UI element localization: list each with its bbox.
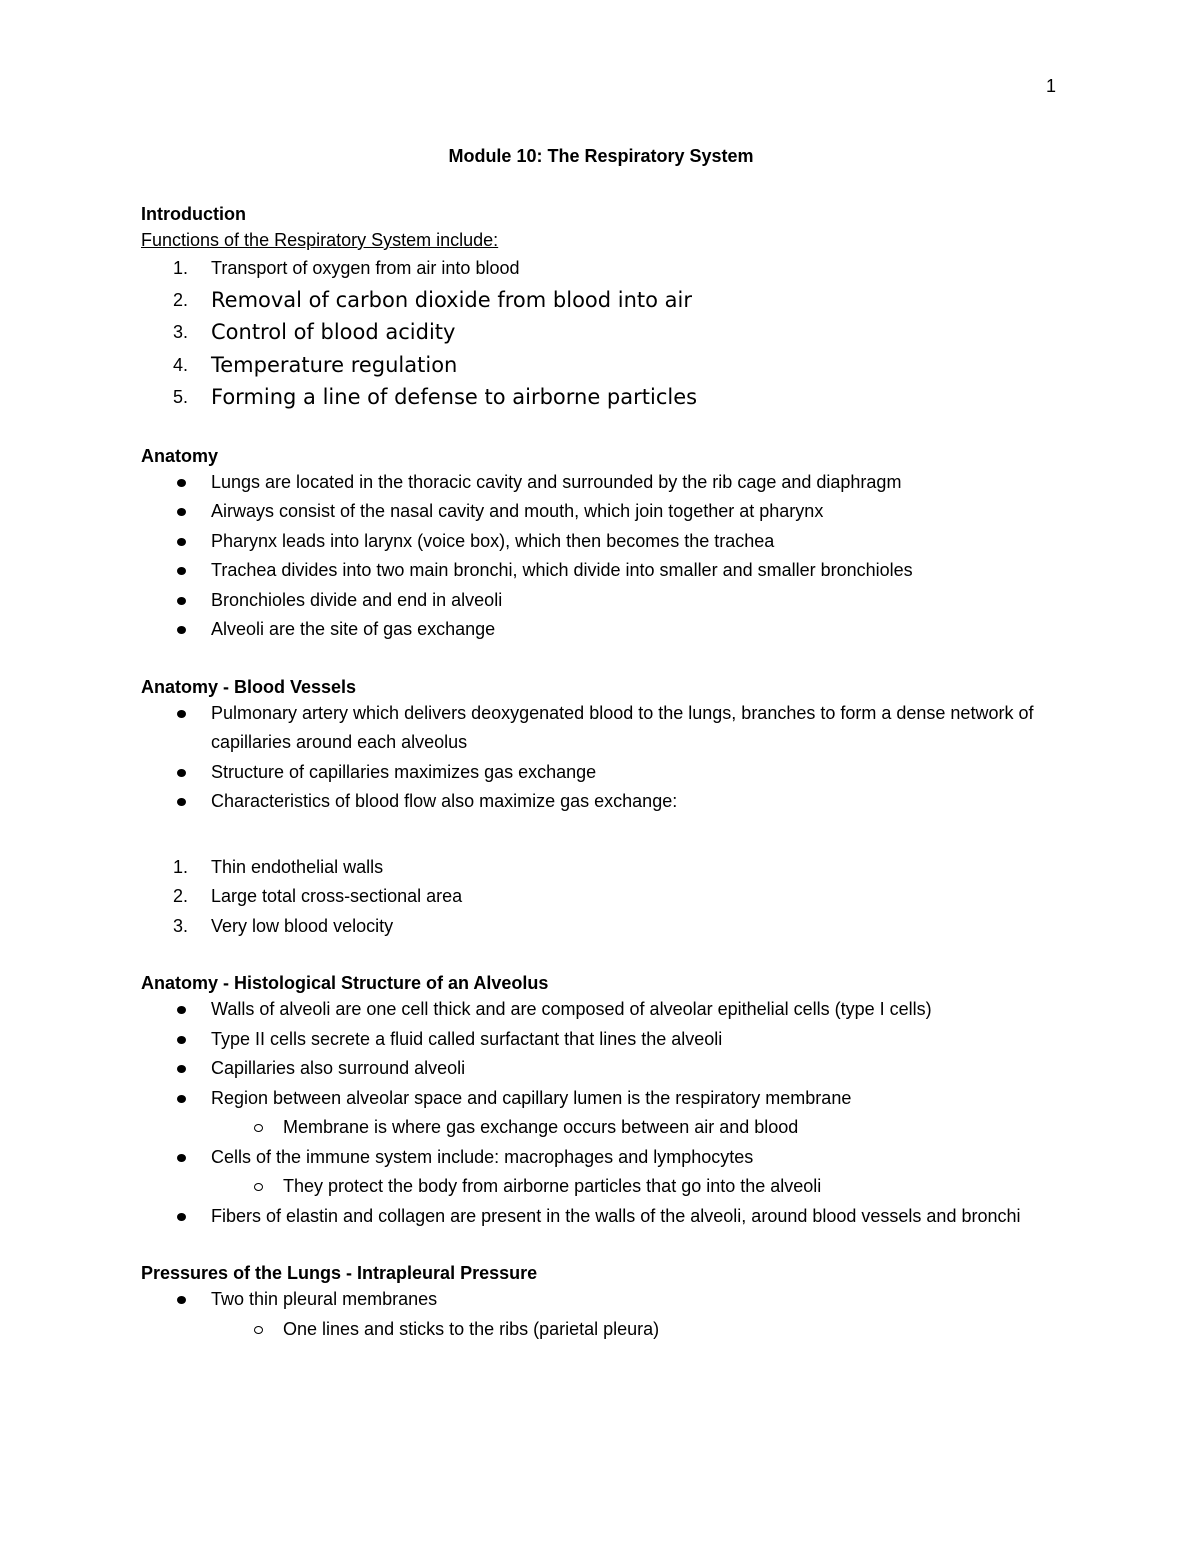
list-item-text: Very low blood velocity (211, 915, 394, 936)
list-item-text: Transport of oxygen from air into blood (211, 258, 520, 278)
list-item-text: Structure of capillaries maximizes gas exchange (211, 761, 597, 782)
anatomy-list (141, 468, 1061, 645)
list-item-text: Forming a line of defense to airborne particles (211, 385, 698, 409)
functions-list-large (141, 284, 1061, 414)
bullet-icon (177, 479, 186, 487)
functions-list (141, 254, 1061, 284)
bullet-icon (177, 1095, 186, 1103)
list-item (141, 787, 1061, 817)
list-item-text: Temperature regulation (211, 352, 458, 377)
list-item (141, 556, 1061, 586)
list-number: 2. (173, 289, 189, 310)
list-number: 5. (173, 387, 189, 407)
list-number: 1. (173, 856, 189, 877)
list-item (141, 1143, 1061, 1173)
sub-list-item (141, 1113, 1061, 1143)
list-number: 2. (173, 886, 189, 906)
circle-bullet-icon (254, 1183, 263, 1191)
list-number: 4. (173, 354, 189, 375)
histology-heading: Anatomy - Histological Structure of an Alveolus (141, 973, 549, 993)
list-item-text: Walls of alveoli are one cell thick and are composed of alveolar epithelial cells (type I cells) (211, 999, 932, 1019)
pressures-sublist (141, 1315, 1061, 1345)
page-number: 1 (1046, 76, 1057, 96)
bullet-icon (177, 710, 186, 718)
histology-list (141, 1202, 1061, 1232)
list-item (141, 1202, 1061, 1232)
list-item (141, 882, 1061, 912)
bullet-icon (177, 1036, 186, 1044)
bullet-icon (177, 1065, 186, 1073)
list-item-text: Trachea divides into two main bronchi, which divide into smaller and smaller bronchioles (211, 560, 913, 580)
pressures-list (141, 1285, 1061, 1315)
list-item (141, 381, 1061, 414)
list-item (141, 1285, 1061, 1315)
page-title: Module 10: The Respiratory System (448, 146, 754, 166)
list-item (141, 615, 1061, 645)
list-item-text: Characteristics of blood flow also maximize gas exchange: (211, 791, 678, 811)
circle-bullet-icon (254, 1124, 263, 1132)
list-item (141, 316, 1061, 349)
list-item (141, 527, 1061, 557)
histology-list (141, 1143, 1061, 1173)
anatomy-heading: Anatomy (141, 445, 219, 466)
list-item-text: Two thin pleural membranes (211, 1289, 438, 1309)
histology-sublist (141, 1113, 1061, 1143)
list-item-text: Large total cross-sectional area (211, 886, 463, 906)
list-number: 3. (173, 322, 189, 342)
bullet-icon (177, 508, 186, 516)
list-item (141, 995, 1061, 1025)
list-item (141, 284, 1061, 317)
list-item-text: Membrane is where gas exchange occurs between air and blood (283, 1117, 799, 1137)
list-item (141, 1025, 1061, 1055)
bullet-icon (177, 769, 186, 777)
list-item-text: Thin endothelial walls (211, 856, 384, 877)
bullet-icon (177, 798, 186, 806)
list-item (141, 468, 1061, 498)
list-item (141, 497, 1061, 527)
sub-list-item (141, 1172, 1061, 1202)
intro-subheading: Functions of the Respiratory System include: (141, 230, 499, 250)
bullet-icon (177, 1154, 186, 1162)
list-item-text: Region between alveolar space and capillary lumen is the respiratory membrane (211, 1087, 852, 1108)
list-item-text: Capillaries also surround alveoli (211, 1058, 466, 1078)
list-item-text: Cells of the immune system include: macrophages and lymphocytes (211, 1146, 754, 1167)
list-item (141, 1054, 1061, 1084)
bullet-icon (177, 538, 186, 546)
list-item-text: Type II cells secrete a fluid called surfactant that lines the alveoli (211, 1028, 723, 1049)
list-item-text: Fibers of elastin and collagen are present in the walls of the alveoli, around blood vessels and bronchi (211, 1205, 1021, 1226)
histology-list (141, 995, 1061, 1113)
sub-list-item (141, 1315, 1061, 1345)
list-item-text: Lungs are located in the thoracic cavity and surrounded by the rib cage and diaphragm (211, 471, 902, 492)
list-item (141, 699, 1061, 758)
bullet-icon (177, 1296, 186, 1304)
list-item (141, 758, 1061, 788)
list-item-text: Bronchioles divide and end in alveoli (211, 589, 503, 610)
list-item-text: Control of blood acidity (211, 320, 456, 344)
bullet-icon (177, 567, 186, 575)
pressures-heading: Pressures of the Lungs - Intrapleural Pressure (141, 1263, 538, 1283)
list-item-text: Pharynx leads into larynx (voice box), which then becomes the trachea (211, 530, 775, 551)
blood-vessels-list (141, 699, 1061, 817)
list-item (141, 254, 1061, 284)
list-item-text: Airways consist of the nasal cavity and mouth, which join together at pharynx (211, 501, 824, 521)
list-number: 1. (173, 258, 189, 278)
blood-vessels-heading: Anatomy - Blood Vessels (141, 676, 357, 697)
list-item-text: Pulmonary artery which delivers deoxygenated blood to the lungs, branches to form a dense network of capillaries around each alveolus (211, 702, 1034, 752)
bullet-icon (177, 597, 186, 605)
bullet-icon (177, 626, 186, 634)
list-item (141, 912, 1061, 942)
list-item-text: One lines and sticks to the ribs (parietal pleura) (283, 1318, 660, 1339)
list-item (141, 349, 1061, 382)
list-number: 3. (173, 915, 189, 936)
bullet-icon (177, 1006, 186, 1014)
list-item (141, 853, 1061, 883)
list-item-text: Alveoli are the site of gas exchange (211, 619, 496, 639)
list-item (141, 586, 1061, 616)
circle-bullet-icon (254, 1326, 263, 1334)
blood-flow-list (141, 853, 1061, 942)
list-item-text: They protect the body from airborne particles that go into the alveoli (283, 1176, 822, 1196)
intro-heading: Introduction (141, 204, 246, 224)
histology-sublist (141, 1172, 1061, 1202)
list-item-text: Removal of carbon dioxide from blood into air (211, 287, 693, 312)
document-body (141, 144, 1061, 1344)
bullet-icon (177, 1213, 186, 1221)
list-item (141, 1084, 1061, 1114)
